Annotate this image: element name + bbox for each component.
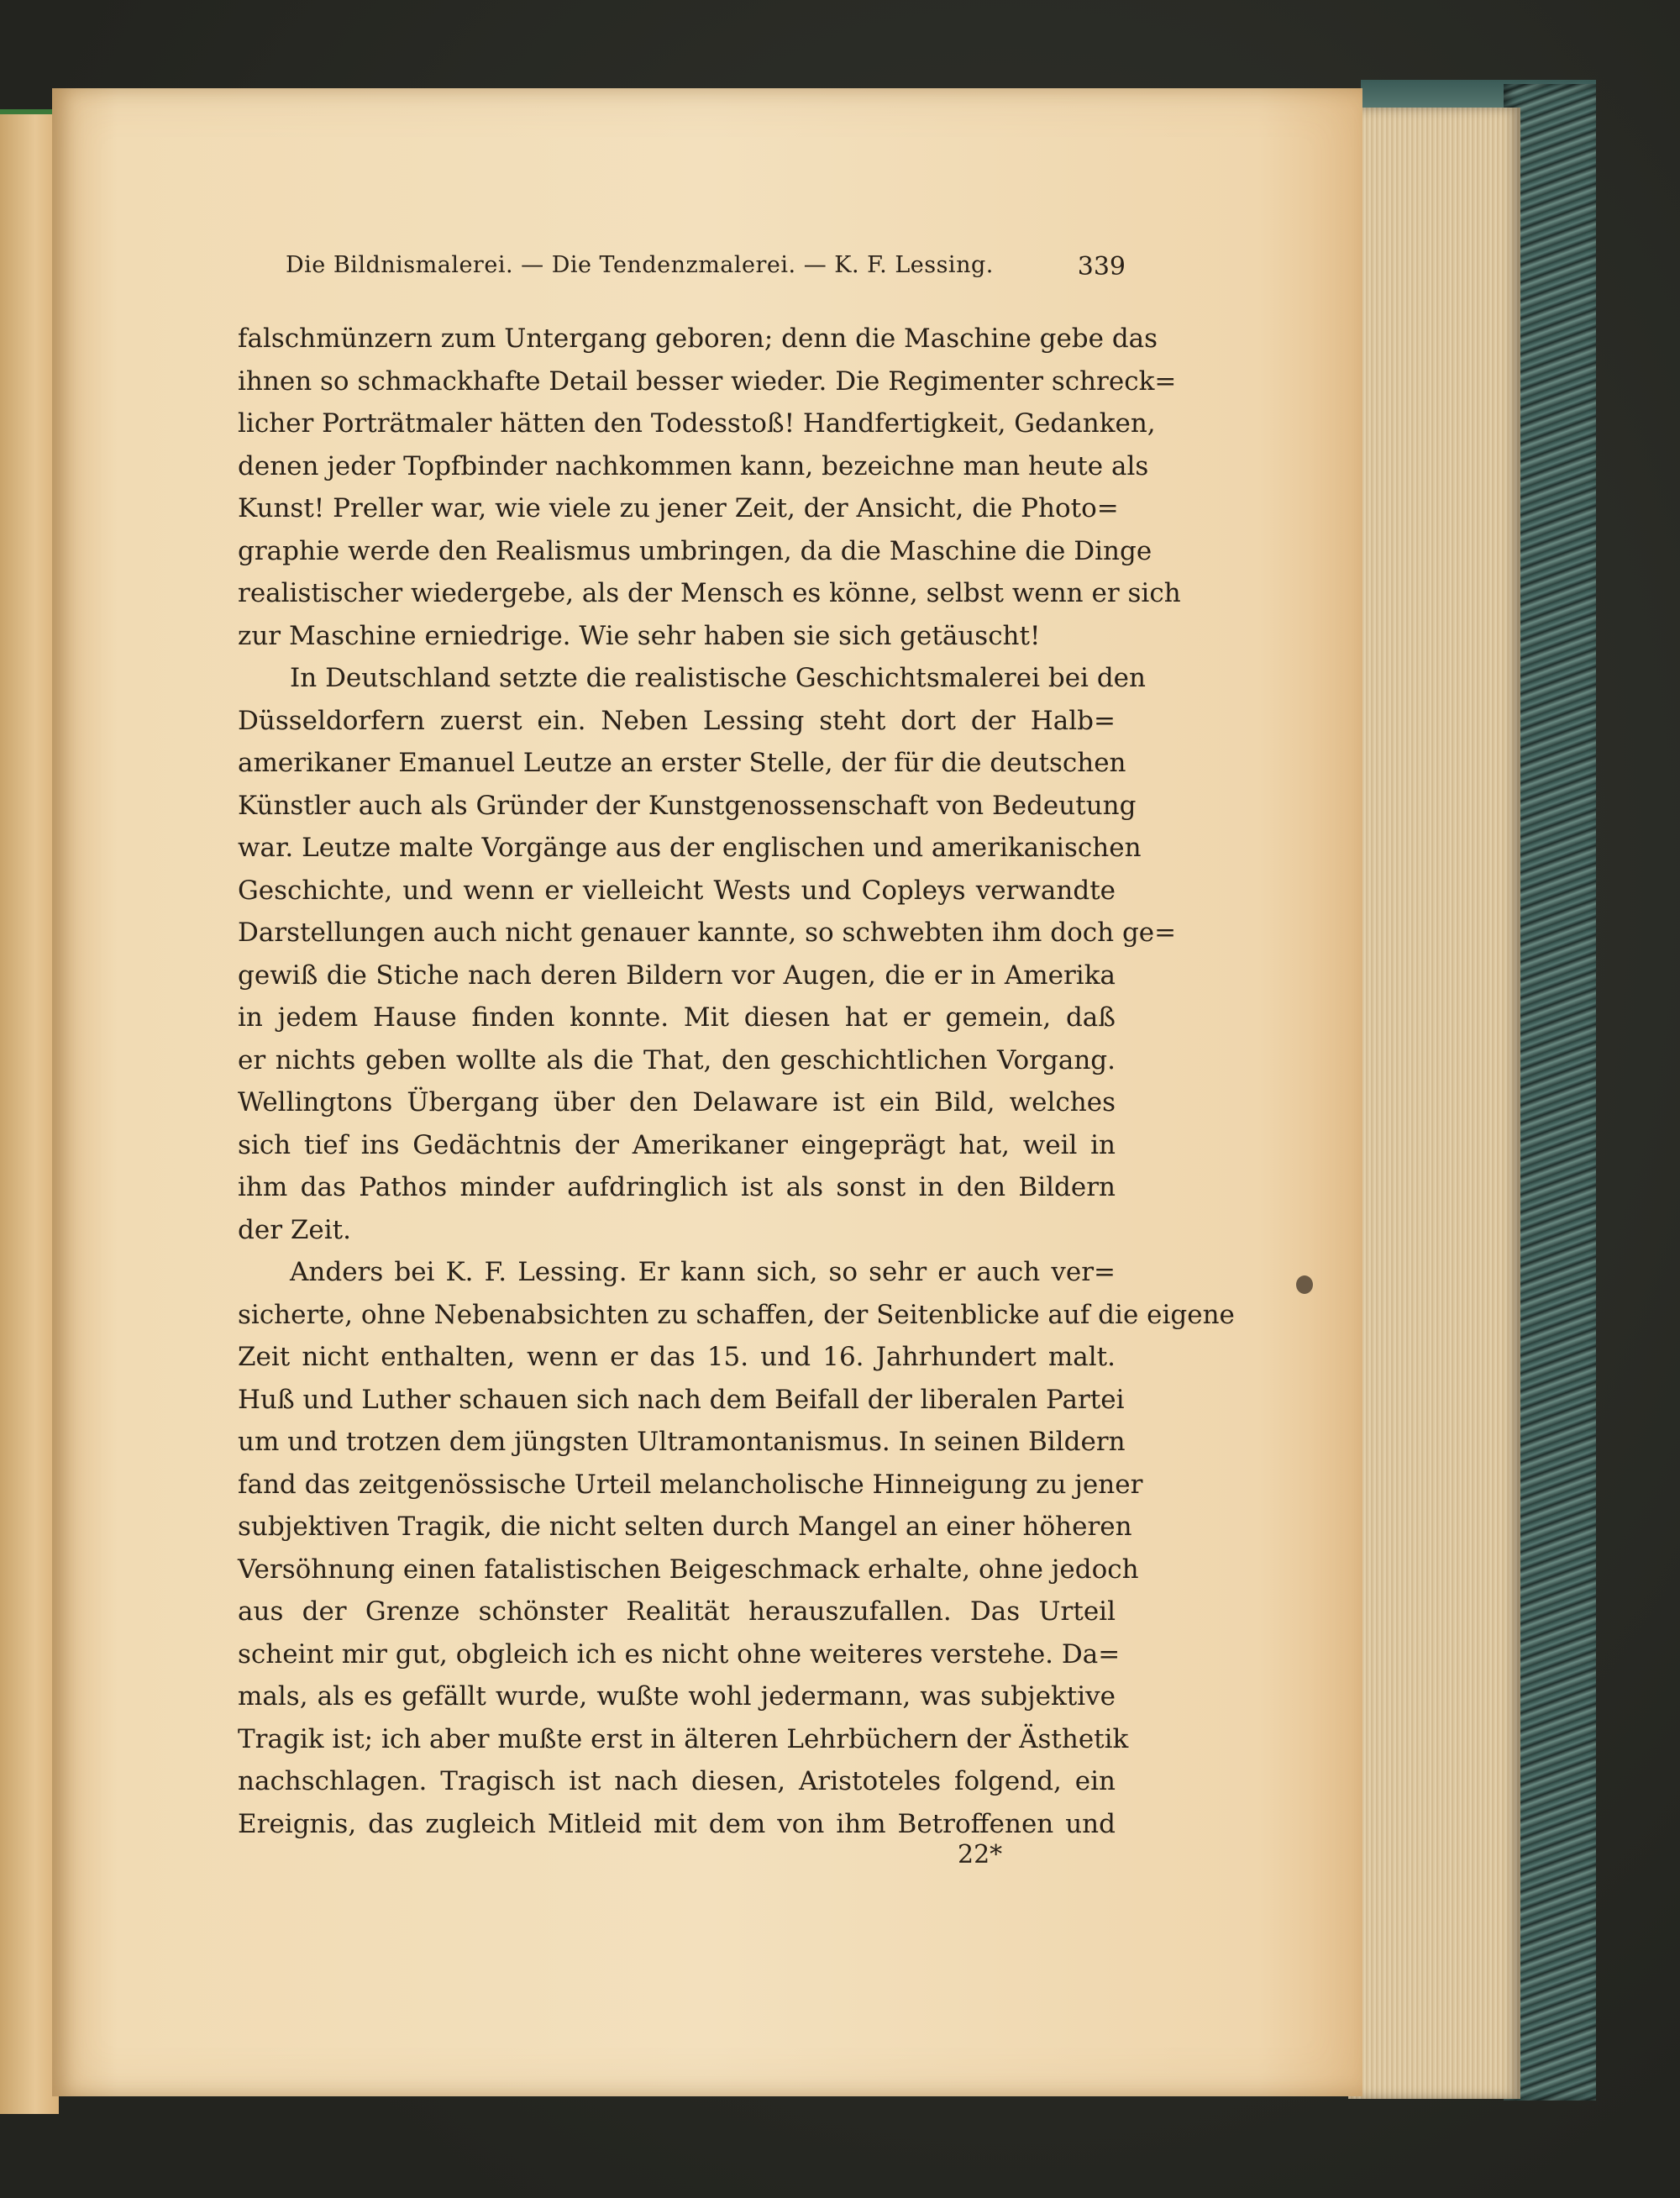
text-line: subjektiven Tragik, die nicht selten durch Mangel an einer höheren [238, 1512, 1132, 1542]
text-line: graphie werde den Realismus umbringen, da die Maschine die Dinge [238, 535, 1152, 566]
text-line: realistischer wiedergebe, als der Mensch es könne, selbst wenn er sich [238, 578, 1181, 608]
body-text [238, 318, 1235, 1845]
text-line: er nichts geben wollte als die That, den geschichtlichen Vorgang. [238, 1044, 1116, 1075]
text-line: Huß und Luther schauen sich nach dem Beifall der liberalen Partei [238, 1384, 1125, 1415]
text-line: falschmünzern zum Untergang geboren; denn die Maschine gebe das [238, 323, 1158, 354]
text-line: nachschlagen. Tragisch ist nach diesen, Aristoteles folgend, ein [238, 1766, 1116, 1796]
running-head: Die Bildnismalerei. — Die Tendenzmalerei. — K. F. Lessing. [286, 252, 994, 278]
text-line: ihnen so schmackhafte Detail besser wieder. Die Regimenter schreck= [238, 365, 1177, 397]
text-line: denen jeder Topfbinder nachkommen kann, bezeichne man heute als [238, 450, 1149, 481]
text-line: aus der Grenze schönster Realität herauszufallen. Das Urteil [238, 1596, 1116, 1627]
page-number: 339 [1077, 252, 1126, 281]
text-line: ihm das Pathos minder aufdringlich ist als sonst in den Bildern [238, 1172, 1116, 1202]
text-line: der Zeit. [238, 1214, 351, 1245]
text-line: sicherte, ohne Nebenabsichten zu schaffen, der Seitenblicke auf die eigene [238, 1299, 1235, 1330]
previous-page-edge [0, 109, 59, 2114]
text-line: scheint mir gut, obgleich ich es nicht ohne weiteres verstehe. Da= [238, 1638, 1121, 1670]
text-line: Anders bei K. F. Lessing. Er kann sich, so sehr er auch ver= [290, 1257, 1116, 1287]
text-line: fand das zeitgenössische Urteil melancholische Hinneigung zu jener [238, 1469, 1143, 1500]
text-line: gewiß die Stiche nach deren Bildern vor Augen, die er in Amerika [238, 960, 1116, 991]
text-line: sich tief ins Gedächtnis der Amerikaner eingeprägt hat, weil in [238, 1129, 1116, 1160]
text-line: Düsseldorfern zuerst ein. Neben Lessing steht dort der Halb= [238, 705, 1116, 736]
page-block-edges [1348, 108, 1520, 2099]
text-line: Zeit nicht enthalten, wenn er das 15. und 16. Jahrhundert malt. [238, 1342, 1116, 1372]
text-line: licher Porträtmaler hätten den Todesstoß! Handfertigkeit, Gedanken, [238, 408, 1156, 439]
text-line: Tragik ist; ich aber mußte erst in älteren Lehrbüchern der Ästhetik [238, 1723, 1129, 1754]
text-line: Versöhnung einen fatalistischen Beigeschmack erhalte, ohne jedoch [238, 1554, 1139, 1585]
text-line: Wellingtons Übergang über den Delaware ist ein Bild, welches [238, 1087, 1116, 1117]
page-spot [1296, 1275, 1313, 1294]
text-line: Künstler auch als Gründer der Kunstgenossenschaft von Bedeutung [238, 790, 1137, 821]
signature-mark: 22* [958, 1840, 1003, 1869]
text-line: Geschichte, und wenn er vielleicht Wests und Copleys verwandte [238, 875, 1116, 906]
page-header [286, 252, 1126, 302]
text-line: um und trotzen dem jüngsten Ultramontanismus. In seinen Bildern [238, 1427, 1126, 1457]
text-line: Ereignis, das zugleich Mitleid mit dem von ihm Betroffenen und [238, 1808, 1116, 1839]
text-line: war. Leutze malte Vorgänge aus der englischen und amerikanischen [238, 833, 1142, 863]
text-line: amerikaner Emanuel Leutze an erster Stelle, der für die deutschen [238, 748, 1126, 778]
text-line: Darstellungen auch nicht genauer kannte, so schwebten ihm doch ge= [238, 918, 1177, 948]
text-line: zur Maschine erniedrige. Wie sehr haben sie sich getäuscht! [238, 620, 1041, 651]
text-line: In Deutschland setzte die realistische Geschichtsmalerei bei den [290, 663, 1146, 693]
text-line: mals, als es gefällt wurde, wußte wohl jedermann, was subjektive [238, 1681, 1116, 1712]
text-line: in jedem Hause finden konnte. Mit diesen hat er gemein, daß [238, 1002, 1116, 1033]
text-line: Kunst! Preller war, wie viele zu jener Zeit, der Ansicht, die Photo= [238, 493, 1119, 523]
